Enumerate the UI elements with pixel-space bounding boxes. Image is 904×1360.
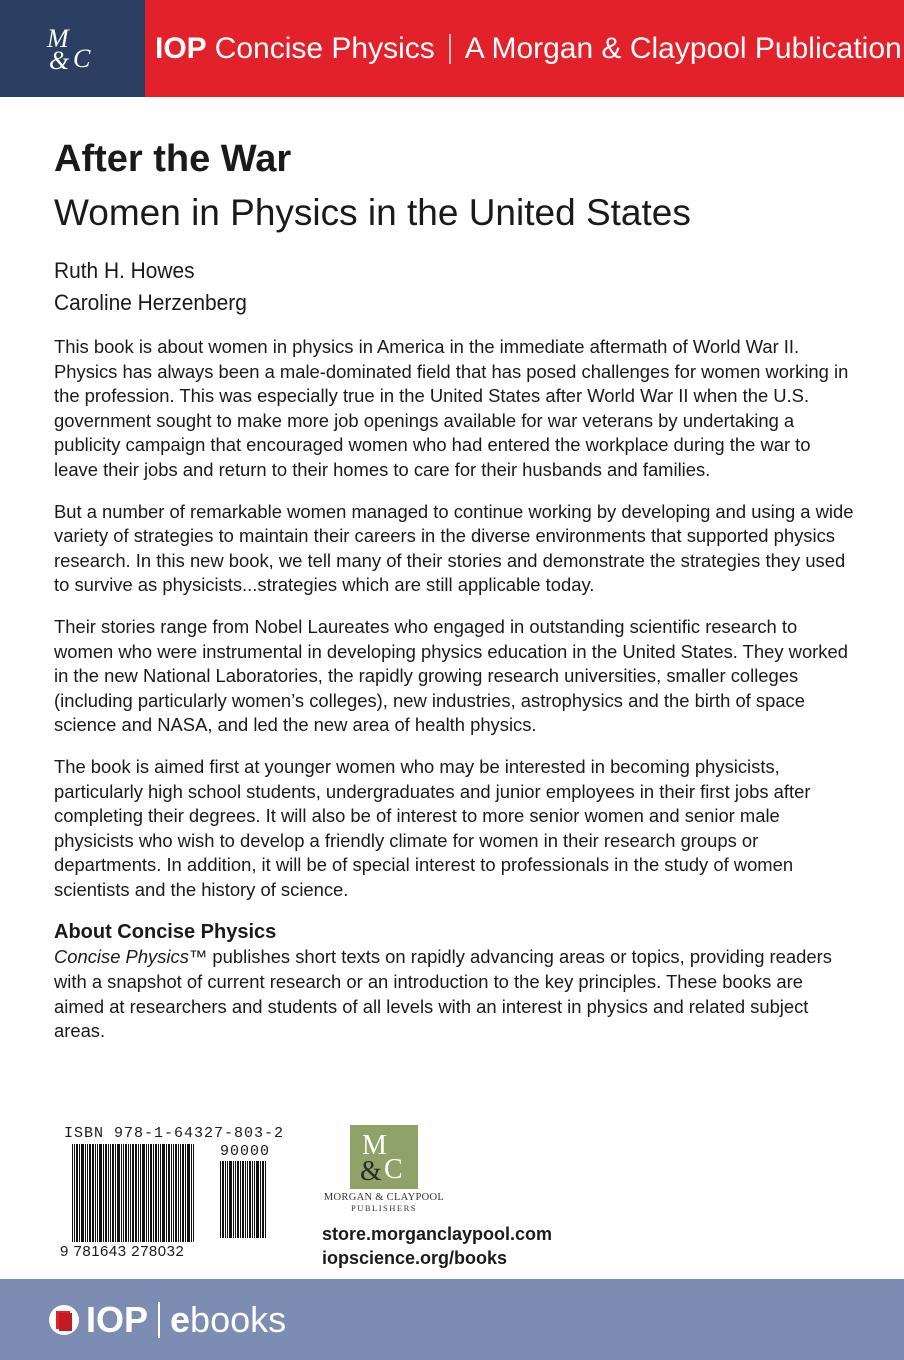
- ebooks-e: e: [170, 1298, 191, 1340]
- barcode-bar: [81, 1144, 84, 1242]
- barcode-bar: [166, 1144, 167, 1242]
- about-heading: About Concise Physics: [54, 921, 277, 944]
- barcode-bar: [87, 1144, 88, 1242]
- publisher-name: MORGAN & CLAYPOOL: [323, 1192, 445, 1203]
- iop-book-icon: [48, 1304, 80, 1336]
- mc-publisher-monogram-icon: [354, 1128, 414, 1186]
- barcode-bar: [108, 1144, 109, 1242]
- barcode-bar: [128, 1144, 129, 1242]
- barcode-bar: [168, 1144, 170, 1242]
- store-link[interactable]: store.morganclaypool.com: [322, 1224, 553, 1244]
- header-divider: [449, 34, 451, 64]
- barcode-bar: [155, 1144, 157, 1242]
- barcode-bar: [245, 1161, 246, 1238]
- mc-logo-box: [0, 0, 145, 97]
- series-banner: [145, 0, 904, 97]
- barcode-bar: [173, 1144, 174, 1242]
- store-links: [322, 1222, 552, 1270]
- svg-text:C: C: [384, 1154, 403, 1185]
- barcode-bar: [97, 1144, 98, 1242]
- barcode-bar: [265, 1161, 266, 1238]
- description-paragraph: The book is aimed first at younger women who may be interested in becoming physicists, particularly high school students, undergraduates and junior employees in their first jobs after completing their degrees. It will also be of interest to more senior women and senior male physicists who wish to develop a friendly climate for women in their research groups or departments. In addition, it will be of special interest to professionals in the study of women scientists and the history of science.: [54, 755, 811, 900]
- barcode-bar: [150, 1144, 152, 1242]
- about-body: ™ publishes short texts on rapidly advancing areas or topics, providing readers with a snapshot of current research or an introduction to the key principles. These books are aimed at researchers and students of all levels with an interest in physics and related subject areas.: [54, 946, 832, 1042]
- barcode-bar: [105, 1144, 107, 1242]
- description-paragraph: But a number of remarkable women managed to continue working by developing and using a wide variety of strategies to maintain their careers in the diverse environments that supported physics research. In this new book, we tell many of their stories and demonstrate the strategies they used to survive as physicists...strategies which are still applicable today.: [54, 500, 854, 596]
- barcode-bar: [262, 1161, 264, 1238]
- barcode-bar: [117, 1144, 120, 1242]
- footer-divider: [158, 1302, 160, 1338]
- svg-text:M: M: [46, 23, 69, 53]
- author-name: Ruth H. Howes: [54, 258, 195, 283]
- barcode-bar: [235, 1161, 236, 1238]
- author-list: [54, 255, 257, 319]
- barcode-bar: [233, 1161, 234, 1238]
- barcode-bar: [242, 1161, 244, 1238]
- book-subtitle: Women in Physics in the United States: [54, 192, 691, 233]
- barcode-bar: [130, 1144, 131, 1242]
- barcode-bar: [99, 1144, 102, 1242]
- barcode-bar: [85, 1144, 86, 1242]
- barcode-bar: [123, 1144, 124, 1242]
- publisher-logo-square: [350, 1125, 418, 1189]
- header-band: [0, 0, 904, 97]
- barcode-bar: [160, 1144, 161, 1242]
- iop-brand: IOP: [155, 31, 207, 65]
- about-text: [54, 945, 854, 1043]
- ebooks-rest: books: [190, 1298, 287, 1340]
- barcode-bar: [185, 1144, 186, 1242]
- svg-text:&: &: [48, 45, 69, 75]
- barcode-bar: [142, 1144, 145, 1242]
- barcode-bar: [146, 1144, 147, 1242]
- barcode-bar: [191, 1144, 192, 1242]
- barcode-bar: [229, 1161, 232, 1238]
- barcode-bar: [182, 1144, 184, 1242]
- barcode-bar: [92, 1144, 94, 1242]
- footer-iop-brand: IOP: [86, 1298, 149, 1340]
- barcode-bar: [138, 1144, 139, 1242]
- book-description: [54, 335, 854, 1061]
- barcode-bar: [153, 1144, 154, 1242]
- iopscience-link[interactable]: iopscience.org/books: [322, 1248, 508, 1268]
- barcode-bar: [162, 1144, 165, 1242]
- description-paragraph: Their stories range from Nobel Laureates who engaged in outstanding scientific research to women who were instrumental in developing physics education in the United States. They worked in the new National Laboratories, the rapidly growing research universities, smaller colleges (including particularly women’s colleges), new industries, astrophysics and the birth of space science and NASA, and led the new area of health physics.: [54, 615, 848, 736]
- barcode-bar: [95, 1144, 96, 1242]
- barcode-bar: [237, 1161, 239, 1238]
- series-name: Concise Physics: [214, 31, 435, 65]
- barcode-bar: [121, 1144, 122, 1242]
- footer-ebooks: [170, 1299, 286, 1341]
- barcode-bar: [247, 1161, 248, 1238]
- barcode-bar: [254, 1161, 255, 1238]
- barcode-bar: [171, 1144, 172, 1242]
- barcode-bar: [115, 1144, 116, 1242]
- barcode-bar: [110, 1144, 111, 1242]
- footer-band: [0, 1279, 904, 1360]
- ean-number: 9 781643 278032: [60, 1243, 185, 1260]
- svg-text:M: M: [362, 1130, 387, 1161]
- barcode-bar: [252, 1161, 253, 1238]
- barcode-bar: [220, 1161, 221, 1238]
- barcode-bar: [158, 1144, 159, 1242]
- barcode-bar: [112, 1144, 114, 1242]
- ean-barcode-bars: [72, 1144, 208, 1242]
- barcode-bar: [125, 1144, 127, 1242]
- publisher-sub: PUBLISHERS: [350, 1203, 417, 1213]
- barcode-bar: [222, 1161, 224, 1238]
- barcode-bar: [193, 1144, 194, 1242]
- barcode-bar: [260, 1161, 261, 1238]
- barcode-bar: [180, 1144, 181, 1242]
- barcode-bar: [76, 1144, 78, 1242]
- mc-monogram-icon: [43, 23, 103, 75]
- publisher-logo: [322, 1125, 446, 1215]
- barcode-bar: [256, 1161, 259, 1238]
- description-paragraph: This book is about women in physics in America in the immediate aftermath of World War II. Physics has always been a male-dominated field that has posed challenges for women working in the profession. This was especially true in the United States after World War II when the U.S. government sought to make more job openings available for war veterans by undertaking a publicity campaign that encouraged women who had entered the workplace during the war to leave their jobs and return to their homes to care for their husbands and families.: [54, 336, 849, 480]
- book-title: After the War: [54, 138, 292, 180]
- barcode-bar: [79, 1144, 80, 1242]
- barcode-bar: [89, 1144, 91, 1242]
- barcode-bar: [103, 1144, 104, 1242]
- barcode-bar: [140, 1144, 141, 1242]
- barcode-addon-number: 90000: [220, 1143, 271, 1160]
- about-brand: Concise Physics: [54, 946, 189, 968]
- barcode-bar: [227, 1161, 228, 1238]
- author-name: Caroline Herzenberg: [54, 290, 247, 315]
- barcode-bar: [178, 1144, 179, 1242]
- barcode-bar: [135, 1144, 137, 1242]
- addon-barcode-bars: [220, 1161, 286, 1238]
- barcode-bar: [240, 1161, 241, 1238]
- publisher-line: A Morgan & Claypool Publication: [464, 31, 902, 65]
- barcode-bar: [175, 1144, 177, 1242]
- barcode-bar: [187, 1144, 190, 1242]
- isbn-label: ISBN 978-1-64327-803-2: [64, 1125, 285, 1142]
- barcode-bar: [249, 1161, 251, 1238]
- barcode-bar: [225, 1161, 226, 1238]
- svg-text:C: C: [72, 43, 90, 73]
- isbn-barcode: [60, 1125, 290, 1265]
- svg-text:&: &: [360, 1156, 382, 1186]
- barcode-bar: [72, 1144, 73, 1242]
- barcode-bar: [132, 1144, 134, 1242]
- barcode-bar: [148, 1144, 149, 1242]
- barcode-bar: [74, 1144, 75, 1242]
